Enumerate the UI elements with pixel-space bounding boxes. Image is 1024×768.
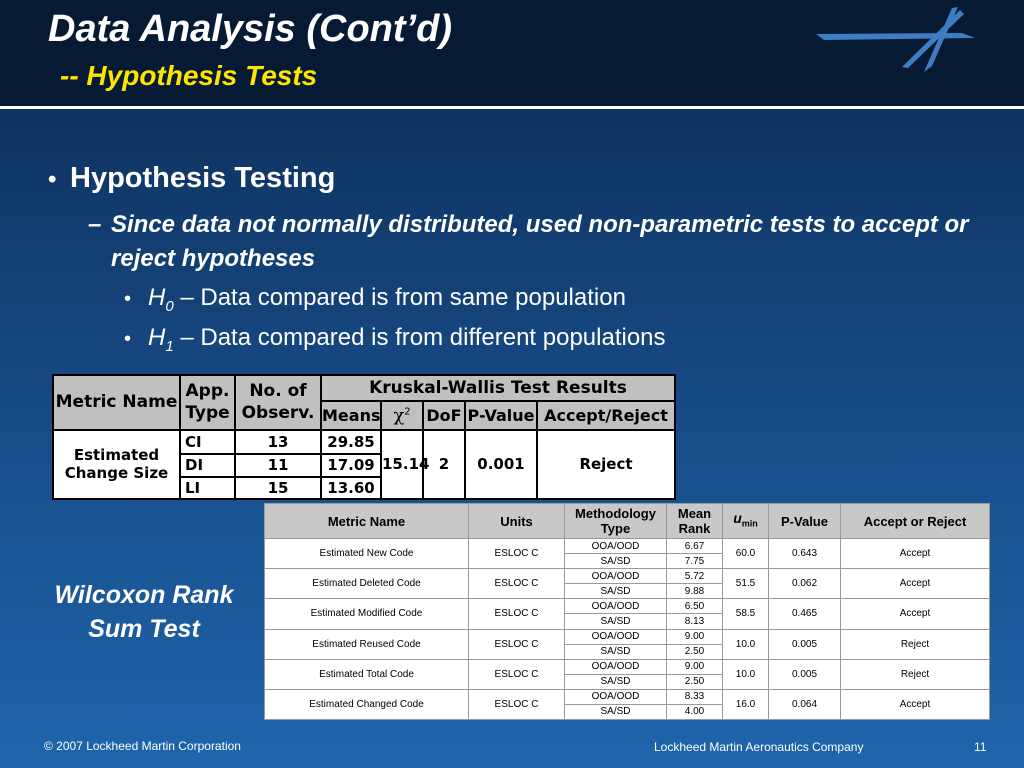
page-number: 11 — [974, 740, 987, 754]
kw-pvalue-value: 0.001 — [465, 430, 537, 499]
wx-method-cell: OOA/OOD — [565, 599, 667, 614]
wx-units-cell: ESLOC C — [469, 629, 565, 659]
wx-u-cell: 51.5 — [723, 569, 769, 599]
wx-header-method: Methodology Type — [565, 504, 667, 539]
wx-rank-cell: 7.75 — [667, 554, 723, 569]
wx-u-cell: 10.0 — [723, 659, 769, 689]
footer-copyright: © 2007 Lockheed Martin Corporation — [44, 739, 241, 753]
bullet-h1 — [124, 324, 666, 355]
wx-header-pvalue: P-Value — [769, 504, 841, 539]
h1-text: – Data compared is from different populations — [173, 324, 666, 351]
slide-title: Data Analysis (Cont’d) — [48, 8, 452, 50]
wx-metric-cell: Estimated Deleted Code — [265, 569, 469, 599]
wx-method-cell: OOA/OOD — [565, 659, 667, 674]
wx-method-cell: OOA/OOD — [565, 689, 667, 704]
kw-header-means: Means — [321, 401, 381, 429]
wx-row — [265, 569, 990, 584]
wx-metric-cell: Estimated Reused Code — [265, 629, 469, 659]
bullet-dot-icon: • — [48, 166, 57, 193]
kw-result-value: Reject — [537, 430, 675, 499]
h1-symbol: H — [148, 324, 166, 351]
kw-header-observations: No. of Observ. — [235, 375, 321, 430]
wx-rank-cell: 2.50 — [667, 674, 723, 689]
bullet-dot-icon: • — [124, 288, 132, 310]
wx-result-cell: Accept — [841, 539, 990, 569]
kw-obs-cell: 13 — [235, 430, 321, 454]
kw-header-accept: Accept/Reject — [537, 401, 675, 429]
wx-metric-cell: Estimated Changed Code — [265, 689, 469, 719]
wx-units-cell: ESLOC C — [469, 569, 565, 599]
lockheed-star-icon — [812, 4, 982, 76]
wx-header-units: Units — [469, 504, 565, 539]
wx-result-cell: Reject — [841, 659, 990, 689]
kw-metric-cell: Estimated Change Size — [53, 430, 180, 499]
wx-u-cell: 58.5 — [723, 599, 769, 629]
wx-u-cell: 60.0 — [723, 539, 769, 569]
wx-header-metric: Metric Name — [265, 504, 469, 539]
wx-method-cell: OOA/OOD — [565, 629, 667, 644]
kw-header-dof: DoF — [423, 401, 465, 429]
wx-result-cell: Accept — [841, 689, 990, 719]
h0-symbol: H — [148, 284, 166, 311]
kw-mean-cell: 17.09 — [321, 454, 381, 476]
bullet-nonparametric — [88, 208, 988, 276]
header-divider — [0, 106, 1024, 109]
wx-units-cell: ESLOC C — [469, 689, 565, 719]
wx-row — [265, 629, 990, 644]
wx-header-row — [265, 504, 990, 539]
wx-result-cell: Reject — [841, 629, 990, 659]
wx-method-cell: OOA/OOD — [565, 569, 667, 584]
wx-header-u: $u_{min}$ — [723, 504, 769, 539]
kw-header-chi: $\chi^2$ — [381, 401, 423, 429]
wx-method-cell: SA/SD — [565, 614, 667, 629]
wx-method-cell: SA/SD — [565, 554, 667, 569]
wx-rank-cell: 9.00 — [667, 629, 723, 644]
h1-subscript: 1 — [165, 337, 174, 355]
wx-row — [265, 599, 990, 614]
wx-u-cell: 16.0 — [723, 689, 769, 719]
dash-icon: – — [88, 211, 102, 238]
wilcoxon-table — [264, 503, 990, 720]
kw-header-app-type: App. Type — [180, 375, 235, 430]
wx-pvalue-cell: 0.064 — [769, 689, 841, 719]
wx-pvalue-cell: 0.005 — [769, 629, 841, 659]
kw-obs-cell: 11 — [235, 454, 321, 476]
kw-chi-value: 15.14 — [381, 430, 423, 499]
wx-header-accept: Accept or Reject — [841, 504, 990, 539]
wx-method-cell: SA/SD — [565, 644, 667, 659]
wx-row — [265, 659, 990, 674]
wx-pvalue-cell: 0.643 — [769, 539, 841, 569]
kruskal-wallis-table — [52, 374, 676, 500]
wx-header-rank: Mean Rank — [667, 504, 723, 539]
bullet-dot-icon: • — [124, 328, 132, 350]
kw-type-cell: CI — [180, 430, 235, 454]
bullet-text: Hypothesis Testing — [70, 162, 336, 194]
wx-method-cell: SA/SD — [565, 584, 667, 599]
wx-row — [265, 689, 990, 704]
wx-rank-cell: 5.72 — [667, 569, 723, 584]
wx-rank-cell: 8.13 — [667, 614, 723, 629]
wx-rank-cell: 9.88 — [667, 584, 723, 599]
bullet-h0 — [124, 284, 626, 315]
wx-rank-cell: 2.50 — [667, 644, 723, 659]
wx-rank-cell: 8.33 — [667, 689, 723, 704]
kw-header-metric: Metric Name — [53, 375, 180, 430]
kw-type-cell: DI — [180, 454, 235, 476]
kw-header-group: Kruskal-Wallis Test Results — [321, 375, 675, 401]
wx-units-cell: ESLOC C — [469, 659, 565, 689]
wx-rank-cell: 6.67 — [667, 539, 723, 554]
wx-method-cell: OOA/OOD — [565, 539, 667, 554]
wx-pvalue-cell: 0.005 — [769, 659, 841, 689]
kw-dof-value: 2 — [423, 430, 465, 499]
wx-method-cell: SA/SD — [565, 704, 667, 719]
wx-metric-cell: Estimated Modified Code — [265, 599, 469, 629]
wx-u-cell: 10.0 — [723, 629, 769, 659]
wx-metric-cell: Estimated New Code — [265, 539, 469, 569]
kw-type-cell: LI — [180, 477, 235, 499]
kw-obs-cell: 15 — [235, 477, 321, 499]
kw-mean-cell: 13.60 — [321, 477, 381, 499]
slide-subtitle: -- Hypothesis Tests — [60, 60, 318, 91]
wx-pvalue-cell: 0.465 — [769, 599, 841, 629]
footer-company: Lockheed Martin Aeronautics Company — [654, 740, 864, 754]
wx-rank-cell: 4.00 — [667, 704, 723, 719]
wx-result-cell: Accept — [841, 569, 990, 599]
wx-method-cell: SA/SD — [565, 674, 667, 689]
wx-rank-cell: 6.50 — [667, 599, 723, 614]
h0-text: – Data compared is from same population — [173, 284, 626, 311]
h0-subscript: 0 — [165, 297, 174, 315]
wx-result-cell: Accept — [841, 599, 990, 629]
wx-metric-cell: Estimated Total Code — [265, 659, 469, 689]
bullet-text: Since data not normally distributed, used non-parametric tests to accept or reject hypotheses — [111, 211, 969, 272]
wx-pvalue-cell: 0.062 — [769, 569, 841, 599]
wx-units-cell: ESLOC C — [469, 539, 565, 569]
kw-mean-cell: 29.85 — [321, 430, 381, 454]
wx-row — [265, 539, 990, 554]
kw-header-pvalue: P-Value — [465, 401, 537, 429]
wx-rank-cell: 9.00 — [667, 659, 723, 674]
bullet-hypothesis-testing — [48, 162, 335, 195]
wilcoxon-label: Wilcoxon Rank Sum Test — [54, 581, 234, 643]
wx-units-cell: ESLOC C — [469, 599, 565, 629]
